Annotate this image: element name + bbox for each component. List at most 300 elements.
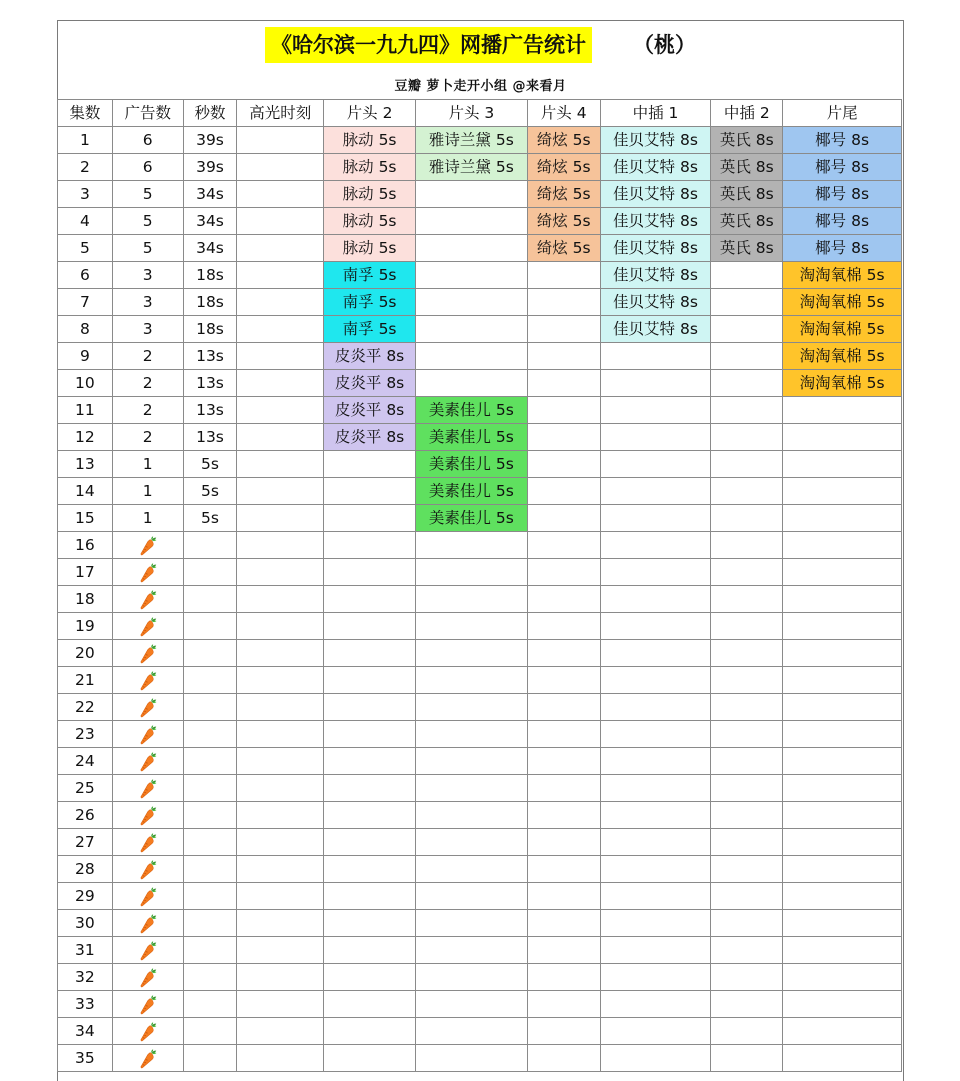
cell-highlight xyxy=(237,640,324,667)
cell-highlight xyxy=(237,181,324,208)
cell-opening-4 xyxy=(527,343,600,370)
table-row xyxy=(58,802,902,829)
cell-ending: 淘淘氧棉 5s xyxy=(783,370,902,397)
cell-highlight xyxy=(237,613,324,640)
cell-midroll-2 xyxy=(711,910,783,937)
table-row xyxy=(58,559,902,586)
table-row xyxy=(58,1045,902,1072)
cell-ending xyxy=(783,397,902,424)
cell-midroll-2 xyxy=(711,829,783,856)
cell-ad-count: 3 xyxy=(112,316,183,343)
cell-ending xyxy=(783,505,902,532)
cell-midroll-2 xyxy=(711,991,783,1018)
cell-episode: 7 xyxy=(58,289,113,316)
cell-episode: 18 xyxy=(58,586,113,613)
table-row xyxy=(58,208,902,235)
cell-midroll-2 xyxy=(711,586,783,613)
cell-ending xyxy=(783,586,902,613)
cell-ad-count: 5 xyxy=(112,208,183,235)
cell-opening-2: 脉动 5s xyxy=(324,181,416,208)
cell-ad-count: 6 xyxy=(112,154,183,181)
cell-opening-2 xyxy=(324,1018,416,1045)
cell-midroll-2 xyxy=(711,721,783,748)
cell-opening-3: 美素佳儿 5s xyxy=(415,478,527,505)
table-row xyxy=(58,856,902,883)
cell-midroll-2 xyxy=(711,424,783,451)
cell-ending xyxy=(783,424,902,451)
cell-midroll-1 xyxy=(600,964,711,991)
cell-episode: 2 xyxy=(58,154,113,181)
cell-ad-count xyxy=(112,991,183,1018)
cell-ad-count xyxy=(112,964,183,991)
cell-ending xyxy=(783,1045,902,1072)
cell-seconds xyxy=(183,775,237,802)
cell-opening-3: 美素佳儿 5s xyxy=(415,424,527,451)
cell-midroll-2: 英氏 8s xyxy=(711,154,783,181)
cell-midroll-2 xyxy=(711,532,783,559)
cell-opening-2 xyxy=(324,640,416,667)
cell-ending xyxy=(783,964,902,991)
cell-opening-2: 脉动 5s xyxy=(324,154,416,181)
cell-highlight xyxy=(237,370,324,397)
header-midroll-2: 中插 2 xyxy=(711,100,783,127)
carrot-icon xyxy=(137,670,159,692)
carrot-icon xyxy=(137,967,159,989)
table-row xyxy=(58,532,902,559)
carrot-icon xyxy=(137,832,159,854)
cell-highlight xyxy=(237,154,324,181)
cell-seconds: 13s xyxy=(183,424,237,451)
cell-highlight xyxy=(237,1045,324,1072)
cell-opening-4 xyxy=(527,262,600,289)
cell-ad-count: 2 xyxy=(112,343,183,370)
cell-midroll-1 xyxy=(600,424,711,451)
cell-ad-count xyxy=(112,856,183,883)
cell-opening-4 xyxy=(527,721,600,748)
cell-ending xyxy=(783,937,902,964)
cell-ending: 淘淘氧棉 5s xyxy=(783,289,902,316)
cell-highlight xyxy=(237,478,324,505)
table-row xyxy=(58,613,902,640)
cell-midroll-2 xyxy=(711,802,783,829)
cell-ending xyxy=(783,748,902,775)
cell-ending xyxy=(783,1018,902,1045)
cell-ad-count xyxy=(112,1045,183,1072)
cell-midroll-1 xyxy=(600,667,711,694)
cell-seconds xyxy=(183,613,237,640)
cell-highlight xyxy=(237,316,324,343)
cell-midroll-2 xyxy=(711,505,783,532)
cell-opening-4 xyxy=(527,1018,600,1045)
cell-midroll-1 xyxy=(600,883,711,910)
cell-midroll-2 xyxy=(711,694,783,721)
cell-highlight xyxy=(237,667,324,694)
cell-midroll-1 xyxy=(600,721,711,748)
cell-opening-4 xyxy=(527,991,600,1018)
cell-opening-2 xyxy=(324,586,416,613)
cell-highlight xyxy=(237,883,324,910)
cell-midroll-2 xyxy=(711,883,783,910)
cell-episode: 28 xyxy=(58,856,113,883)
carrot-icon xyxy=(137,1021,159,1043)
cell-opening-2 xyxy=(324,478,416,505)
cell-highlight xyxy=(237,910,324,937)
cell-episode: 4 xyxy=(58,208,113,235)
cell-ad-count xyxy=(112,667,183,694)
cell-seconds: 34s xyxy=(183,208,237,235)
cell-ending xyxy=(783,721,902,748)
cell-highlight xyxy=(237,127,324,154)
cell-midroll-2 xyxy=(711,613,783,640)
table-row xyxy=(58,343,902,370)
cell-ad-count xyxy=(112,829,183,856)
cell-opening-2 xyxy=(324,1045,416,1072)
cell-episode: 25 xyxy=(58,775,113,802)
cell-opening-2 xyxy=(324,748,416,775)
cell-midroll-1 xyxy=(600,748,711,775)
cell-ending xyxy=(783,829,902,856)
table-row xyxy=(58,721,902,748)
header-ad-count: 广告数 xyxy=(112,100,183,127)
cell-opening-3: 美素佳儿 5s xyxy=(415,451,527,478)
cell-opening-3 xyxy=(415,991,527,1018)
cell-midroll-2 xyxy=(711,289,783,316)
table-row xyxy=(58,505,902,532)
cell-ending xyxy=(783,559,902,586)
table-row xyxy=(58,451,902,478)
cell-midroll-1 xyxy=(600,586,711,613)
cell-episode: 17 xyxy=(58,559,113,586)
cell-midroll-2 xyxy=(711,262,783,289)
cell-midroll-1 xyxy=(600,991,711,1018)
cell-episode: 26 xyxy=(58,802,113,829)
cell-midroll-2 xyxy=(711,559,783,586)
cell-seconds xyxy=(183,856,237,883)
cell-seconds xyxy=(183,802,237,829)
cell-ad-count xyxy=(112,532,183,559)
cell-opening-4 xyxy=(527,667,600,694)
cell-midroll-1: 佳贝艾特 8s xyxy=(600,127,711,154)
cell-opening-3 xyxy=(415,559,527,586)
cell-seconds xyxy=(183,1045,237,1072)
cell-ad-count: 1 xyxy=(112,478,183,505)
table-row xyxy=(58,694,902,721)
cell-opening-2: 皮炎平 8s xyxy=(324,343,416,370)
header-opening-3: 片头 3 xyxy=(415,100,527,127)
cell-episode: 29 xyxy=(58,883,113,910)
table-row xyxy=(58,667,902,694)
cell-opening-2 xyxy=(324,721,416,748)
cell-ending xyxy=(783,775,902,802)
cell-highlight xyxy=(237,451,324,478)
cell-midroll-2 xyxy=(711,640,783,667)
cell-seconds xyxy=(183,991,237,1018)
cell-ending xyxy=(783,613,902,640)
cell-midroll-2 xyxy=(711,451,783,478)
cell-seconds: 13s xyxy=(183,343,237,370)
cell-seconds xyxy=(183,721,237,748)
cell-ending: 淘淘氧棉 5s xyxy=(783,343,902,370)
carrot-icon xyxy=(137,940,159,962)
cell-midroll-1 xyxy=(600,370,711,397)
table-row xyxy=(58,316,902,343)
cell-ad-count: 1 xyxy=(112,505,183,532)
cell-opening-2 xyxy=(324,694,416,721)
carrot-icon xyxy=(137,724,159,746)
carrot-icon xyxy=(137,1048,159,1070)
title-suffix: （桃） xyxy=(633,33,696,57)
carrot-icon xyxy=(137,616,159,638)
cell-opening-4 xyxy=(527,694,600,721)
table-row xyxy=(58,586,902,613)
cell-midroll-1: 佳贝艾特 8s xyxy=(600,154,711,181)
table-row xyxy=(58,991,902,1018)
cell-highlight xyxy=(237,397,324,424)
table-row xyxy=(58,397,902,424)
cell-opening-3 xyxy=(415,235,527,262)
cell-ending: 淘淘氧棉 5s xyxy=(783,262,902,289)
cell-opening-2 xyxy=(324,559,416,586)
table-row xyxy=(58,937,902,964)
table-row xyxy=(58,235,902,262)
table-row xyxy=(58,640,902,667)
cell-midroll-1 xyxy=(600,559,711,586)
cell-seconds xyxy=(183,640,237,667)
cell-opening-3 xyxy=(415,289,527,316)
cell-seconds: 5s xyxy=(183,451,237,478)
carrot-icon xyxy=(137,535,159,557)
cell-seconds: 5s xyxy=(183,505,237,532)
cell-highlight xyxy=(237,559,324,586)
cell-opening-2 xyxy=(324,775,416,802)
cell-seconds: 5s xyxy=(183,478,237,505)
spreadsheet xyxy=(57,20,904,1081)
cell-episode: 6 xyxy=(58,262,113,289)
cell-seconds: 34s xyxy=(183,235,237,262)
cell-opening-2: 皮炎平 8s xyxy=(324,370,416,397)
cell-opening-3 xyxy=(415,964,527,991)
table-row xyxy=(58,775,902,802)
cell-opening-3 xyxy=(415,748,527,775)
cell-ending xyxy=(783,451,902,478)
cell-opening-4 xyxy=(527,613,600,640)
cell-ending xyxy=(783,478,902,505)
cell-episode: 5 xyxy=(58,235,113,262)
cell-seconds xyxy=(183,586,237,613)
cell-ending xyxy=(783,694,902,721)
cell-midroll-2 xyxy=(711,748,783,775)
cell-episode: 9 xyxy=(58,343,113,370)
cell-midroll-1: 佳贝艾特 8s xyxy=(600,181,711,208)
cell-ad-count: 5 xyxy=(112,235,183,262)
cell-opening-4 xyxy=(527,856,600,883)
table-row xyxy=(58,424,902,451)
cell-opening-3 xyxy=(415,262,527,289)
cell-opening-3: 美素佳儿 5s xyxy=(415,505,527,532)
cell-highlight xyxy=(237,1018,324,1045)
cell-midroll-1 xyxy=(600,613,711,640)
table-row xyxy=(58,478,902,505)
cell-ad-count: 2 xyxy=(112,370,183,397)
cell-ad-count xyxy=(112,613,183,640)
cell-opening-3 xyxy=(415,694,527,721)
cell-opening-2 xyxy=(324,613,416,640)
cell-opening-3 xyxy=(415,343,527,370)
header-midroll-1: 中插 1 xyxy=(600,100,711,127)
cell-ending xyxy=(783,883,902,910)
cell-seconds xyxy=(183,532,237,559)
cell-episode: 15 xyxy=(58,505,113,532)
cell-opening-2 xyxy=(324,802,416,829)
cell-ad-count: 5 xyxy=(112,181,183,208)
cell-seconds: 18s xyxy=(183,289,237,316)
cell-opening-2: 南孚 5s xyxy=(324,316,416,343)
cell-opening-2 xyxy=(324,667,416,694)
cell-episode: 8 xyxy=(58,316,113,343)
carrot-icon xyxy=(137,643,159,665)
cell-midroll-1 xyxy=(600,505,711,532)
cell-seconds: 18s xyxy=(183,262,237,289)
cell-opening-3 xyxy=(415,829,527,856)
cell-ad-count xyxy=(112,1018,183,1045)
cell-episode: 13 xyxy=(58,451,113,478)
cell-ad-count xyxy=(112,640,183,667)
carrot-icon xyxy=(137,859,159,881)
cell-opening-3 xyxy=(415,208,527,235)
cell-midroll-1 xyxy=(600,937,711,964)
cell-ad-count xyxy=(112,910,183,937)
cell-opening-2 xyxy=(324,532,416,559)
cell-opening-2: 脉动 5s xyxy=(324,235,416,262)
cell-opening-4 xyxy=(527,802,600,829)
cell-opening-4 xyxy=(527,937,600,964)
cell-seconds: 34s xyxy=(183,181,237,208)
table-row xyxy=(58,289,902,316)
cell-opening-4 xyxy=(527,586,600,613)
cell-opening-3 xyxy=(415,586,527,613)
cell-ending xyxy=(783,856,902,883)
subtitle: 豆瓣 萝卜走开小组 @来看月 xyxy=(394,79,567,94)
carrot-icon xyxy=(137,913,159,935)
cell-midroll-1 xyxy=(600,397,711,424)
cell-midroll-2 xyxy=(711,316,783,343)
cell-opening-3: 美素佳儿 5s xyxy=(415,397,527,424)
cell-opening-4: 绮炫 5s xyxy=(527,181,600,208)
cell-ending: 椰号 8s xyxy=(783,154,902,181)
header-seconds: 秒数 xyxy=(183,100,237,127)
cell-midroll-1: 佳贝艾特 8s xyxy=(600,235,711,262)
table-row xyxy=(58,370,902,397)
cell-midroll-2 xyxy=(711,343,783,370)
cell-highlight xyxy=(237,775,324,802)
cell-ad-count xyxy=(112,802,183,829)
page-title: 《哈尔滨一九九四》网播广告统计 xyxy=(265,27,592,63)
cell-ad-count: 6 xyxy=(112,127,183,154)
cell-opening-2 xyxy=(324,883,416,910)
cell-opening-4 xyxy=(527,289,600,316)
cell-opening-4 xyxy=(527,316,600,343)
cell-ad-count xyxy=(112,775,183,802)
cell-midroll-2 xyxy=(711,964,783,991)
cell-episode: 19 xyxy=(58,613,113,640)
cell-highlight xyxy=(237,721,324,748)
cell-ending: 淘淘氧棉 5s xyxy=(783,316,902,343)
cell-opening-3 xyxy=(415,316,527,343)
cell-highlight xyxy=(237,208,324,235)
cell-opening-4 xyxy=(527,478,600,505)
cell-highlight xyxy=(237,505,324,532)
table-row xyxy=(58,181,902,208)
cell-opening-2 xyxy=(324,910,416,937)
cell-seconds xyxy=(183,964,237,991)
cell-seconds xyxy=(183,667,237,694)
table-row xyxy=(58,748,902,775)
cell-opening-2: 皮炎平 8s xyxy=(324,397,416,424)
cell-opening-3: 雅诗兰黛 5s xyxy=(415,127,527,154)
cell-opening-4 xyxy=(527,532,600,559)
cell-seconds xyxy=(183,694,237,721)
table-row xyxy=(58,829,902,856)
cell-opening-3 xyxy=(415,640,527,667)
table-row xyxy=(58,1018,902,1045)
header-opening-2: 片头 2 xyxy=(324,100,416,127)
cell-opening-2: 脉动 5s xyxy=(324,127,416,154)
cell-opening-3 xyxy=(415,883,527,910)
cell-ad-count: 1 xyxy=(112,451,183,478)
cell-opening-4 xyxy=(527,370,600,397)
cell-ad-count: 2 xyxy=(112,424,183,451)
cell-highlight xyxy=(237,937,324,964)
cell-opening-4 xyxy=(527,559,600,586)
cell-midroll-2: 英氏 8s xyxy=(711,181,783,208)
cell-seconds: 39s xyxy=(183,127,237,154)
cell-opening-2 xyxy=(324,451,416,478)
cell-ending xyxy=(783,991,902,1018)
cell-opening-4 xyxy=(527,964,600,991)
table-row xyxy=(58,154,902,181)
cell-ending: 椰号 8s xyxy=(783,127,902,154)
cell-opening-3 xyxy=(415,181,527,208)
cell-ad-count: 2 xyxy=(112,397,183,424)
cell-episode: 31 xyxy=(58,937,113,964)
cell-episode: 10 xyxy=(58,370,113,397)
cell-episode: 21 xyxy=(58,667,113,694)
cell-midroll-1 xyxy=(600,532,711,559)
cell-episode: 30 xyxy=(58,910,113,937)
cell-ad-count xyxy=(112,748,183,775)
cell-midroll-1 xyxy=(600,829,711,856)
cell-episode: 32 xyxy=(58,964,113,991)
cell-midroll-2 xyxy=(711,370,783,397)
cell-midroll-1 xyxy=(600,775,711,802)
cell-seconds xyxy=(183,1018,237,1045)
cell-opening-4 xyxy=(527,748,600,775)
cell-opening-4: 绮炫 5s xyxy=(527,208,600,235)
cell-midroll-2 xyxy=(711,937,783,964)
cell-ad-count: 3 xyxy=(112,289,183,316)
cell-episode: 16 xyxy=(58,532,113,559)
cell-midroll-2 xyxy=(711,1045,783,1072)
header-row xyxy=(58,100,902,127)
cell-midroll-1 xyxy=(600,478,711,505)
cell-midroll-1 xyxy=(600,856,711,883)
cell-seconds: 18s xyxy=(183,316,237,343)
cell-opening-2 xyxy=(324,829,416,856)
cell-ending xyxy=(783,640,902,667)
cell-highlight xyxy=(237,802,324,829)
cell-episode: 27 xyxy=(58,829,113,856)
cell-opening-4 xyxy=(527,397,600,424)
